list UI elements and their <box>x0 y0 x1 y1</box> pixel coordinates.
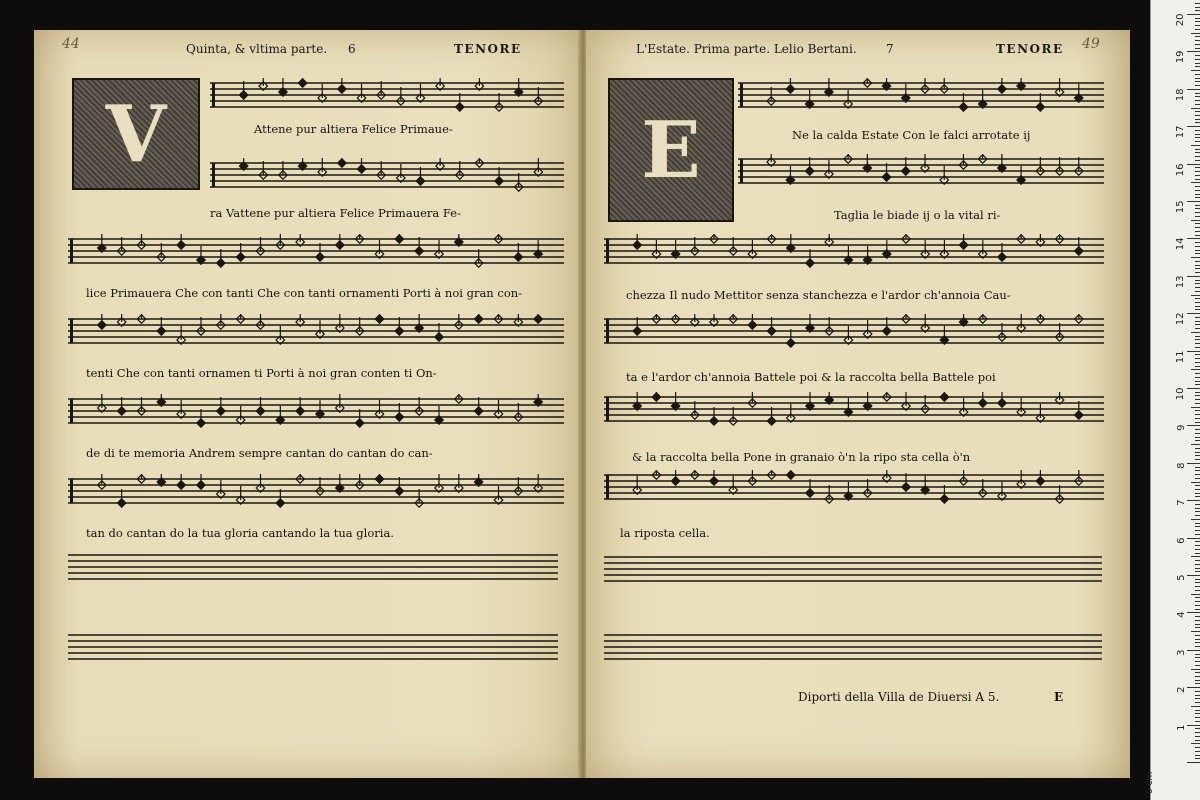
ruler-number: 14 <box>1175 237 1187 251</box>
ruler-tick <box>1195 467 1200 468</box>
ruler-tick <box>1195 265 1200 266</box>
ruler-tick <box>1195 683 1200 684</box>
ruler-tick <box>1195 534 1200 535</box>
ruler-tick <box>1195 21 1200 22</box>
ruler-tick <box>1195 601 1200 602</box>
ruler-tick <box>1195 119 1200 120</box>
ruler-tick <box>1195 115 1200 116</box>
ruler-tick <box>1187 351 1200 352</box>
ruler-tick <box>1195 440 1200 441</box>
ruler-tick <box>1195 235 1200 236</box>
ruler-tick <box>1195 672 1200 673</box>
empty-staff <box>604 630 1102 664</box>
ruler-tick <box>1195 78 1200 79</box>
ruler-tick <box>1195 381 1200 382</box>
ruler-tick <box>1195 676 1200 677</box>
ruler-tick <box>1191 631 1200 632</box>
ruler-tick <box>1187 687 1200 688</box>
ruler-tick <box>1195 433 1200 434</box>
ruler-tick <box>1195 728 1200 729</box>
ruler-tick <box>1195 410 1200 411</box>
ruler-tick <box>1195 571 1200 572</box>
ruler-tick <box>1195 339 1200 340</box>
ruler-tick <box>1187 126 1200 127</box>
music-staff <box>68 314 564 348</box>
ruler-tick <box>1195 523 1200 524</box>
ruler-tick <box>1191 295 1200 296</box>
ruler-tick <box>1187 500 1200 501</box>
ruler-number: 2 <box>1175 686 1187 694</box>
ruler-tick <box>1195 63 1200 64</box>
ruler-tick <box>1195 665 1200 666</box>
ruler-tick <box>1195 620 1200 621</box>
ruler-tick <box>1187 201 1200 202</box>
ruler-tick <box>1187 388 1200 389</box>
ruler-tick <box>1195 639 1200 640</box>
ruler-tick <box>1195 732 1200 733</box>
ruler-tick <box>1195 36 1200 37</box>
lyric-line: lice Primauera Che con tanti Che con tanti ornamenti Porti à noi gran con- <box>86 286 523 300</box>
ruler-number: 17 <box>1175 125 1187 139</box>
ruler-tick <box>1195 751 1200 752</box>
ruler-tick <box>1195 597 1200 598</box>
ruler-tick <box>1195 459 1200 460</box>
music-staff <box>210 78 564 112</box>
ruler-tick <box>1195 287 1200 288</box>
ruler-tick <box>1195 328 1200 329</box>
ruler-tick <box>1195 55 1200 56</box>
ruler-number: 6 <box>1175 537 1187 544</box>
ruler-unit-label: 0 cm <box>1145 771 1155 794</box>
ruler-tick <box>1195 680 1200 681</box>
ruler-tick <box>1195 713 1200 714</box>
ruler-number: 10 <box>1175 387 1187 401</box>
right-page <box>586 30 1130 778</box>
ruler-tick <box>1195 691 1200 692</box>
ruler-tick <box>1195 564 1200 565</box>
ruler-tick <box>1195 261 1200 262</box>
ruler-tick <box>1195 194 1200 195</box>
ruler-tick <box>1195 302 1200 303</box>
ruler-number: 7 <box>1175 499 1187 507</box>
ruler-tick <box>1195 698 1200 699</box>
ruler-number: 20 <box>1175 13 1187 27</box>
ruler-tick <box>1195 702 1200 703</box>
ruler-tick <box>1195 721 1200 722</box>
ruler-tick <box>1195 160 1200 161</box>
ruler-tick <box>1195 418 1200 419</box>
ruler-tick <box>1195 66 1200 67</box>
section-title: Quinta, & vltima parte. <box>186 42 328 56</box>
ruler-tick <box>1191 669 1200 670</box>
ruler-tick <box>1195 590 1200 591</box>
ruler-tick <box>1195 253 1200 254</box>
ruler-tick <box>1195 624 1200 625</box>
ruler-tick <box>1191 70 1200 71</box>
ruler-tick <box>1191 482 1200 483</box>
ruler-tick <box>1195 657 1200 658</box>
section-title: L'Estate. Prima parte. Lelio Bertani. <box>636 42 857 56</box>
ruler-tick <box>1195 242 1200 243</box>
ruler-tick <box>1195 96 1200 97</box>
ruler-tick <box>1191 33 1200 34</box>
ruler-tick <box>1195 309 1200 310</box>
ruler-tick <box>1195 736 1200 737</box>
ruler-tick <box>1195 526 1200 527</box>
ruler-tick <box>1195 149 1200 150</box>
ruler-tick <box>1191 407 1200 408</box>
handwritten-folio-number: 49 <box>1082 36 1100 52</box>
ruler-tick <box>1187 463 1200 464</box>
ruler-number: 8 <box>1175 462 1187 469</box>
ruler-tick <box>1195 541 1200 542</box>
ruler-tick <box>1195 190 1200 191</box>
ruler-tick <box>1195 208 1200 209</box>
lyric-line: chezza Il nudo Mettitor senza stanchezza e l'ardor ch'annoia Cau- <box>626 288 1011 302</box>
ruler-tick <box>1195 3 1200 4</box>
ruler-tick <box>1195 474 1200 475</box>
ruler-tick <box>1195 134 1200 135</box>
ruler-tick <box>1195 586 1200 587</box>
ruler-tick <box>1195 515 1200 516</box>
ruler-tick <box>1195 186 1200 187</box>
signature-mark: E <box>1054 690 1064 704</box>
ruler-tick <box>1191 444 1200 445</box>
ruler-tick <box>1195 395 1200 396</box>
ruler-tick <box>1195 758 1200 759</box>
ruler-tick <box>1195 85 1200 86</box>
ruler-tick <box>1195 414 1200 415</box>
handwritten-folio-number: 44 <box>62 36 80 52</box>
ruler-tick <box>1195 437 1200 438</box>
music-staff <box>68 474 564 508</box>
ruler-tick <box>1195 470 1200 471</box>
ruler-tick <box>1195 496 1200 497</box>
ruler-number: 15 <box>1175 200 1187 214</box>
ruler-tick <box>1195 654 1200 655</box>
ruler-tick <box>1195 747 1200 748</box>
ruler-tick <box>1195 272 1200 273</box>
ruler-tick <box>1195 137 1200 138</box>
ruler-tick <box>1195 44 1200 45</box>
ruler-tick <box>1195 48 1200 49</box>
empty-staff <box>68 550 558 584</box>
ruler-number: 12 <box>1175 312 1187 326</box>
voice-label: TENORE <box>454 42 522 56</box>
music-staff <box>604 470 1104 504</box>
ruler-tick <box>1195 81 1200 82</box>
ruler-tick <box>1195 317 1200 318</box>
ruler-tick <box>1195 560 1200 561</box>
ruler-tick <box>1195 403 1200 404</box>
ruler-tick <box>1195 384 1200 385</box>
ruler-number: 3 <box>1175 649 1187 656</box>
ruler-tick <box>1195 216 1200 217</box>
ruler-tick <box>1195 291 1200 292</box>
ruler-tick <box>1195 530 1200 531</box>
ruler-tick <box>1191 182 1200 183</box>
ruler-tick <box>1195 478 1200 479</box>
ruler-tick <box>1195 553 1200 554</box>
ruler-tick <box>1195 111 1200 112</box>
ruler-number: 11 <box>1175 350 1187 363</box>
ruler-tick <box>1195 399 1200 400</box>
ruler-tick <box>1195 25 1200 26</box>
ruler-tick <box>1195 661 1200 662</box>
empty-staff <box>604 552 1102 586</box>
empty-staff <box>68 630 558 664</box>
ruler-tick <box>1195 635 1200 636</box>
ruler-tick <box>1195 504 1200 505</box>
lyric-line: Ne la calda Estate Con le falci arrotate ij <box>792 128 1031 142</box>
ruler-tick <box>1187 575 1200 576</box>
ruler-tick <box>1195 582 1200 583</box>
ruler-tick <box>1191 108 1200 109</box>
ruler-tick <box>1195 448 1200 449</box>
ruler-tick <box>1195 336 1200 337</box>
ruler-tick <box>1191 369 1200 370</box>
ruler-tick <box>1195 755 1200 756</box>
ruler-number: 1 <box>1175 724 1187 731</box>
ruler-tick <box>1191 594 1200 595</box>
ruler-tick <box>1195 609 1200 610</box>
ruler-tick <box>1195 250 1200 251</box>
lyric-line: Taglia le biade ij o la vital ri- <box>834 208 1001 222</box>
ruler-tick <box>1195 152 1200 153</box>
ruler-tick <box>1195 347 1200 348</box>
ruler-tick <box>1195 642 1200 643</box>
music-staff <box>210 158 564 192</box>
music-staff <box>604 234 1104 268</box>
decorated-initial-v: V <box>72 78 200 190</box>
ruler-tick <box>1195 29 1200 30</box>
ruler-tick <box>1195 493 1200 494</box>
lyric-line: & la raccolta bella Pone in granaio ò'n la ripo sta cella ò'n <box>632 450 971 464</box>
ruler-tick <box>1187 51 1200 52</box>
lyric-line: Attene pur altiera Felice Primaue- <box>254 122 453 136</box>
lyric-line: ta e l'ardor ch'annoia Battele poi & la raccolta bella Battele poi <box>626 370 996 384</box>
ruler-tick <box>1195 452 1200 453</box>
ruler-tick <box>1195 545 1200 546</box>
ruler-tick <box>1191 706 1200 707</box>
ruler-tick <box>1195 740 1200 741</box>
ruler-tick <box>1195 122 1200 123</box>
ruler-tick <box>1195 167 1200 168</box>
ruler-tick <box>1195 74 1200 75</box>
ruler-tick <box>1195 508 1200 509</box>
ruler-tick <box>1195 104 1200 105</box>
ruler-tick <box>1195 179 1200 180</box>
lyric-line: de di te memoria Andrem sempre cantan do cantan do can- <box>86 446 433 460</box>
music-staff <box>604 314 1104 348</box>
ruler-number: 9 <box>1175 424 1187 432</box>
ruler-tick <box>1195 377 1200 378</box>
ruler-tick <box>1187 238 1200 239</box>
ruler-tick <box>1195 717 1200 718</box>
ruler-tick <box>1195 223 1200 224</box>
ruler-tick <box>1195 362 1200 363</box>
music-staff <box>68 234 564 268</box>
ruler-tick <box>1195 627 1200 628</box>
ruler-tick <box>1187 612 1200 613</box>
ruler-tick <box>1187 164 1200 165</box>
ruler-tick <box>1195 197 1200 198</box>
ruler-tick <box>1195 306 1200 307</box>
lyric-line: tan do cantan do la tua gloria cantando la tua gloria. <box>86 526 394 540</box>
ruler-tick <box>1187 538 1200 539</box>
ruler-tick <box>1195 246 1200 247</box>
ruler-tick <box>1195 141 1200 142</box>
ruler-number: 4 <box>1175 611 1187 619</box>
music-staff <box>738 78 1104 112</box>
ruler-tick <box>1187 650 1200 651</box>
ruler-tick <box>1195 429 1200 430</box>
ruler-tick <box>1195 93 1200 94</box>
voice-label: TENORE <box>996 42 1064 56</box>
ruler-tick <box>1195 18 1200 19</box>
page-number: 6 <box>348 42 356 56</box>
ruler-tick <box>1195 489 1200 490</box>
ruler-tick <box>1195 605 1200 606</box>
measurement-ruler <box>1145 0 1200 800</box>
page-number: 7 <box>886 42 894 56</box>
ruler-tick <box>1195 422 1200 423</box>
ruler-tick <box>1195 549 1200 550</box>
ruler-tick <box>1187 762 1200 763</box>
ruler-tick <box>1187 313 1200 314</box>
ruler-tick <box>1195 231 1200 232</box>
ruler-tick <box>1195 7 1200 8</box>
ruler-tick <box>1195 40 1200 41</box>
ruler-tick <box>1195 280 1200 281</box>
decorated-initial-e: E <box>608 78 734 222</box>
ruler-tick <box>1195 268 1200 269</box>
ruler-tick <box>1195 485 1200 486</box>
ruler-tick <box>1195 171 1200 172</box>
ruler-tick <box>1195 10 1200 11</box>
lyric-line: ra Vattene pur altiera Felice Primauera Fe- <box>210 206 461 220</box>
ruler-tick <box>1195 392 1200 393</box>
ruler-tick <box>1187 725 1200 726</box>
ruler-tick <box>1195 358 1200 359</box>
ruler-tick <box>1195 283 1200 284</box>
ruler-tick <box>1195 156 1200 157</box>
ruler-tick <box>1195 455 1200 456</box>
ruler-tick <box>1195 100 1200 101</box>
ruler-tick <box>1195 324 1200 325</box>
ruler-number: 13 <box>1175 275 1187 289</box>
ruler-tick <box>1191 257 1200 258</box>
ruler-tick <box>1187 14 1200 15</box>
ruler-number: 16 <box>1175 163 1187 176</box>
ruler-tick <box>1195 354 1200 355</box>
ruler-tick <box>1195 616 1200 617</box>
ruler-tick <box>1195 579 1200 580</box>
lyric-line: tenti Che con tanti ornamen ti Porti à noi gran conten ti On- <box>86 366 437 380</box>
music-staff <box>738 154 1104 188</box>
ruler-tick <box>1195 175 1200 176</box>
ruler-tick <box>1195 298 1200 299</box>
ruler-tick <box>1195 366 1200 367</box>
ruler-tick <box>1195 695 1200 696</box>
ruler-tick <box>1187 89 1200 90</box>
ruler-tick <box>1195 205 1200 206</box>
ruler-tick <box>1191 519 1200 520</box>
ruler-tick <box>1187 276 1200 277</box>
ruler-tick <box>1195 710 1200 711</box>
ruler-tick <box>1195 343 1200 344</box>
lyric-line: la riposta cella. <box>620 526 710 540</box>
ruler-number: 19 <box>1175 50 1187 64</box>
ruler-tick <box>1195 130 1200 131</box>
ruler-tick <box>1191 556 1200 557</box>
ruler-tick <box>1195 373 1200 374</box>
ruler-tick <box>1191 332 1200 333</box>
printer-footer: Diporti della Villa de Diuersi A 5. <box>798 690 1000 704</box>
ruler-tick <box>1191 743 1200 744</box>
ruler-tick <box>1195 568 1200 569</box>
ruler-tick <box>1191 220 1200 221</box>
music-staff <box>604 392 1104 426</box>
ruler-number: 18 <box>1175 88 1187 102</box>
ruler-tick <box>1187 425 1200 426</box>
music-staff <box>68 394 564 428</box>
ruler-tick <box>1195 59 1200 60</box>
ruler-tick <box>1195 227 1200 228</box>
ruler-tick <box>1195 511 1200 512</box>
left-page <box>34 30 580 778</box>
ruler-number: 5 <box>1175 574 1187 581</box>
ruler-tick <box>1195 212 1200 213</box>
ruler-tick <box>1195 646 1200 647</box>
ruler-tick <box>1195 321 1200 322</box>
ruler-tick <box>1191 145 1200 146</box>
